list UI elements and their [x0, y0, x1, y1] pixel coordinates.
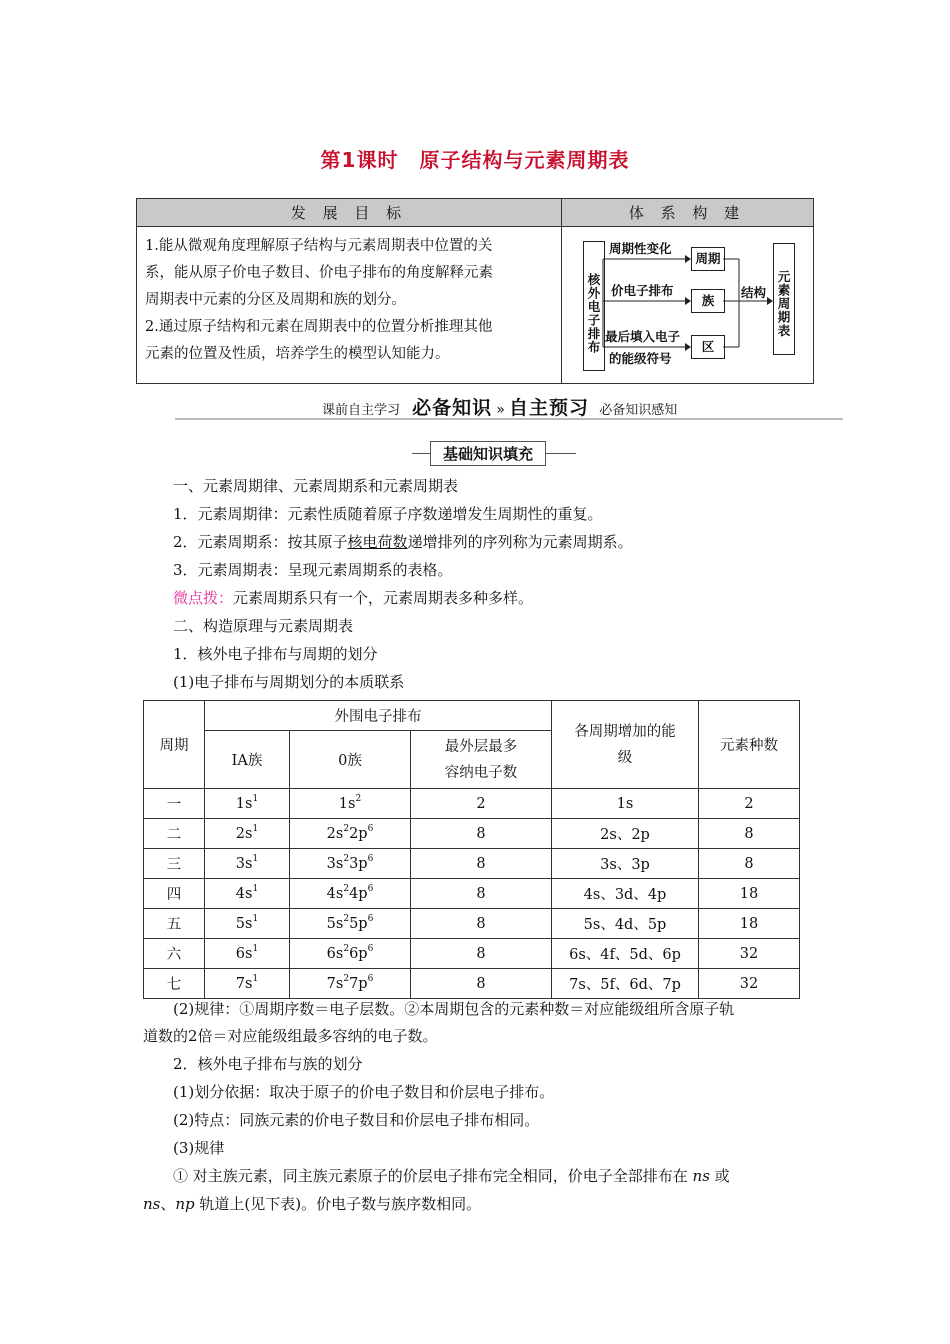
cell-max: 8: [411, 879, 552, 909]
tip: 微点拨：元素周期系只有一个，元素周期表多种多样。: [173, 589, 534, 607]
diagram-box-period: 周期: [691, 247, 725, 271]
cell-levels: 4s、3d、4p: [552, 879, 699, 909]
sub2-c: (3)规律: [173, 1139, 225, 1157]
table-row: [144, 879, 800, 909]
cell-levels: 7s、5f、6d、7p: [552, 969, 699, 999]
table-row: [144, 969, 800, 999]
cell-zero: $4s^24p^6$: [290, 879, 411, 909]
table-row: [144, 849, 800, 879]
cell-zero: $7s^27p^6$: [290, 969, 411, 999]
cell-levels: 3s、3p: [552, 849, 699, 879]
diagram-box-block: 区: [691, 335, 725, 359]
cell-count: 32: [699, 939, 800, 969]
goal-line: 1.能从微观角度理解原子结构与元素周期表中位置的关: [145, 238, 493, 254]
cell-max: 8: [411, 909, 552, 939]
cell-count: 18: [699, 879, 800, 909]
banner-left: 课前自主学习: [322, 403, 401, 418]
goals-text: [145, 233, 553, 368]
cell-zero: $1s^2$: [290, 789, 411, 819]
table-row: [144, 819, 800, 849]
system-diagram: [577, 231, 809, 381]
banner-right: 必备知识感知: [599, 403, 678, 418]
diagram-link-label: 结构: [741, 285, 767, 300]
section1-item3: 3．元素周期表：呈现元素周期系的表格。: [173, 561, 453, 579]
cell-ia: $6s^1$: [205, 939, 290, 969]
diagram-arrow2-label: 价电子排布: [611, 283, 674, 298]
rule-line2: 道数的2倍＝对应能级组最多容纳的电子数。: [143, 1027, 438, 1045]
sub2-d-line1: ① 对主族元素，同主族元素原子的价层电子排布完全相同，价电子全部排布在 ns 或: [173, 1167, 730, 1185]
tip-label: 微点拨：: [173, 589, 234, 607]
th-ia: ⅠA族: [205, 731, 290, 789]
section2-heading: 二、构造原理与元素周期表: [173, 617, 354, 635]
goal-line: 周期表中元素的分区及周期和族的划分。: [145, 292, 406, 308]
cell-count: 8: [699, 819, 800, 849]
th-levels: 各周期增加的能 级: [552, 701, 699, 789]
cell-levels: 1s: [552, 789, 699, 819]
cell-max: 8: [411, 969, 552, 999]
cell-levels: 6s、4f、5d、6p: [552, 939, 699, 969]
table-row: [144, 909, 800, 939]
diagram-box-group: 族: [691, 289, 725, 313]
cell-levels: 2s、2p: [552, 819, 699, 849]
goals-table: [136, 198, 814, 384]
cell-ia: $2s^1$: [205, 819, 290, 849]
cell-period: 七: [144, 969, 205, 999]
cell-levels: 5s、4d、5p: [552, 909, 699, 939]
th-max: 最外层最多 容纳电子数: [411, 731, 552, 789]
section2-sub2: 2．核外电子排布与族的划分: [173, 1055, 363, 1073]
page-title: 第1课时 原子结构与元素周期表: [320, 148, 630, 172]
th-zero: 0族: [290, 731, 411, 789]
goal-line: 2.通过原子结构和元素在周期表中的位置分析推理其他: [145, 319, 493, 335]
diagram-arrow1-label: 周期性变化: [609, 241, 672, 256]
cell-count: 18: [699, 909, 800, 939]
cell-max: 8: [411, 819, 552, 849]
cell-count: 32: [699, 969, 800, 999]
cell-period: 三: [144, 849, 205, 879]
cell-zero: $2s^22p^6$: [290, 819, 411, 849]
diagram-left-box: 核外电子排布: [583, 241, 605, 371]
th-period: 周期: [144, 701, 205, 789]
cell-zero: $6s^26p^6$: [290, 939, 411, 969]
banner-chevron-icon: »: [496, 402, 505, 418]
cell-max: 8: [411, 939, 552, 969]
goals-head-right: 体 系 构 建: [561, 199, 813, 227]
diagram-arrow3-label-b: 的能级符号: [609, 351, 672, 366]
cell-max: 8: [411, 849, 552, 879]
goal-line: 元素的位置及性质，培养学生的模型认知能力。: [145, 346, 450, 362]
table-row: [144, 789, 800, 819]
goal-line: 系，能从原子价电子数目、价电子排布的角度解释元素: [145, 265, 493, 281]
cell-max: 2: [411, 789, 552, 819]
config-table: [143, 700, 800, 999]
cell-ia: $5s^1$: [205, 909, 290, 939]
goals-divider: [561, 199, 562, 383]
fill-label: 基础知识填充: [430, 441, 546, 466]
cell-ia: $3s^1$: [205, 849, 290, 879]
cell-period: 五: [144, 909, 205, 939]
cell-ia: $7s^1$: [205, 969, 290, 999]
cell-ia: $4s^1$: [205, 879, 290, 909]
cell-period: 一: [144, 789, 205, 819]
banner-big1: 必备知识: [412, 397, 493, 419]
banner-big2: 自主预习: [509, 397, 590, 419]
cell-zero: $3s^23p^6$: [290, 849, 411, 879]
section-banner: [322, 393, 677, 420]
section1-item2: 2．元素周期系：按其原子核电荷数递增排列的序列称为元素周期系。: [173, 533, 633, 551]
rule-line1: (2)规律：①周期序数＝电子层数。②本周期包含的元素种数＝对应能级组所含原子轨: [173, 1000, 735, 1018]
cell-count: 2: [699, 789, 800, 819]
section2-sub1: 1．核外电子排布与周期的划分: [173, 645, 378, 663]
cell-period: 六: [144, 939, 205, 969]
underlined-term: 核电荷数: [347, 533, 408, 551]
cell-count: 8: [699, 849, 800, 879]
section1-item1: 1．元素周期律：元素性质随着原子序数递增发生周期性的重复。: [173, 505, 603, 523]
section1-heading: 一、元素周期律、元素周期系和元素周期表: [173, 477, 459, 495]
th-outer: 外围电子排布: [205, 701, 552, 731]
sub2-b: (2)特点：同族元素的价电子数目和价层电子排布相同。: [173, 1111, 540, 1129]
diagram-arrow3-label-a: 最后填入电子: [605, 329, 681, 344]
sub2-a: (1)划分依据：取决于原子的价电子数目和价层电子排布。: [173, 1083, 555, 1101]
cell-period: 四: [144, 879, 205, 909]
diagram-right-box: 元素周期表: [773, 243, 795, 355]
section2-sub1a: (1)电子排布与周期划分的本质联系: [173, 673, 405, 691]
th-count: 元素种数: [699, 701, 800, 789]
cell-zero: $5s^25p^6$: [290, 909, 411, 939]
sub2-d-line2: ns、np 轨道上(见下表)。价电子数与族序数相同。: [143, 1195, 482, 1213]
table-row: [144, 939, 800, 969]
goals-head-left: 发 展 目 标: [137, 199, 561, 227]
cell-period: 二: [144, 819, 205, 849]
cell-ia: $1s^1$: [205, 789, 290, 819]
